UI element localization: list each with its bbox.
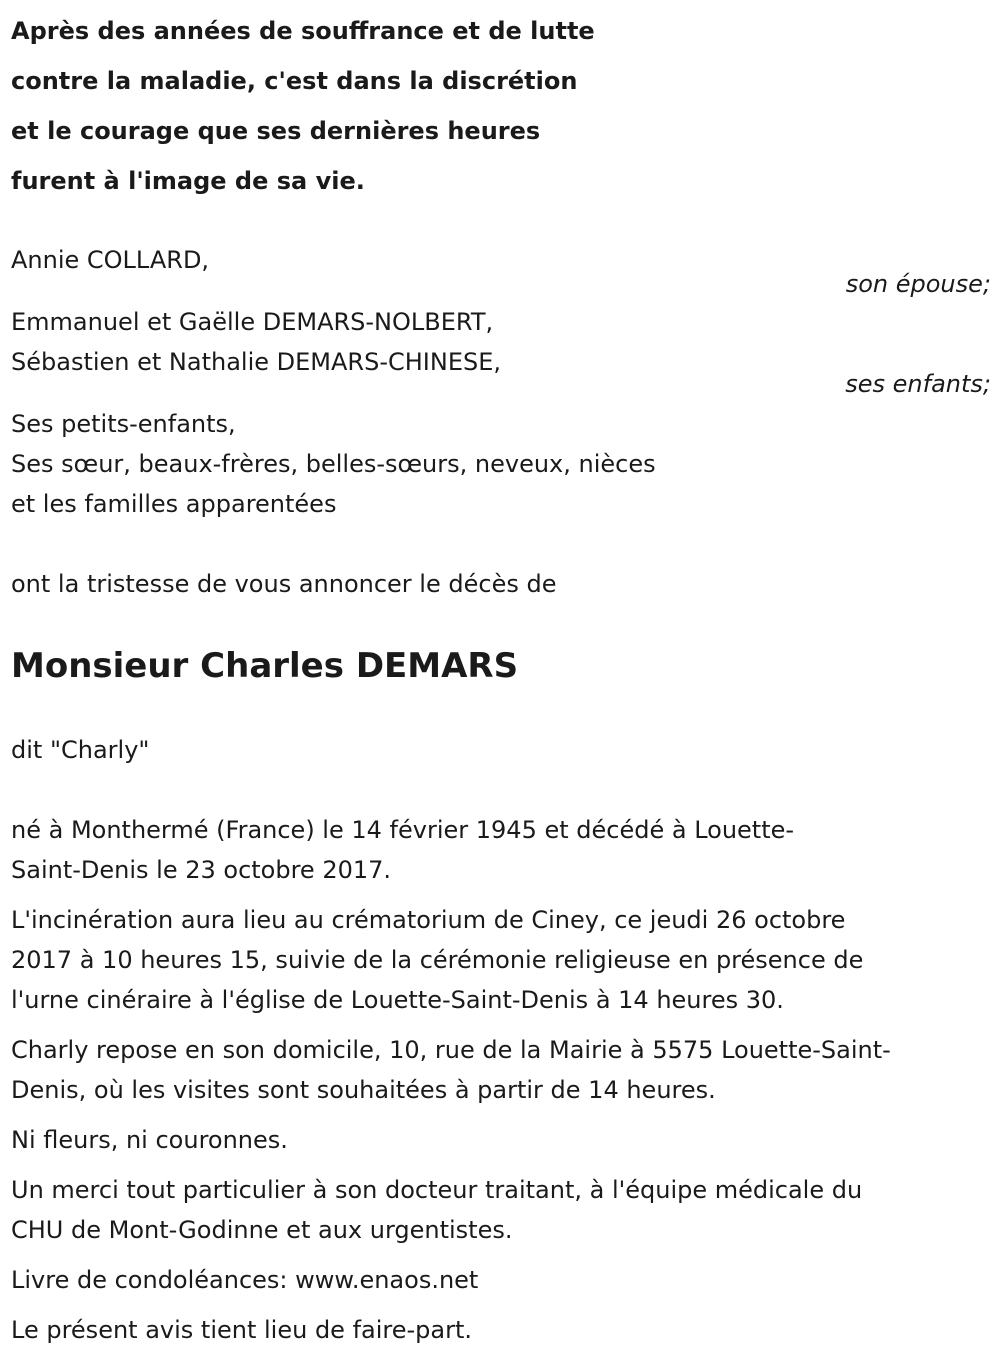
intro-line: Après des années de souffrance et de lutte xyxy=(11,17,595,45)
family-line: Ses sœur, beaux-frères, belles-sœurs, neveux, nièces xyxy=(11,450,656,478)
deceased-name: Monsieur Charles DEMARS xyxy=(11,646,519,686)
ceremony-line: 2017 à 10 heures 15, suivie de la cérémonie religieuse en présence de xyxy=(11,946,864,974)
child-name: Sébastien et Nathalie DEMARS-CHINESE, xyxy=(11,348,502,376)
visits-line: Denis, où les visites sont souhaitées à partir de 14 heures. xyxy=(11,1076,716,1104)
flowers-text: Ni fleurs, ni couronnes. xyxy=(11,1126,288,1154)
family-line: et les familles apparentées xyxy=(11,490,337,518)
ceremony-paragraph xyxy=(11,900,991,1020)
ceremony-line: L'incinération aura lieu au crématorium de Ciney, ce jeudi 26 octobre xyxy=(11,906,846,934)
thanks-line: Un merci tout particulier à son docteur traitant, à l'équipe médicale du xyxy=(11,1176,863,1204)
children-block xyxy=(11,302,991,404)
family-block xyxy=(11,404,991,524)
ceremony-line: l'urne cinéraire à l'église de Louette-Saint-Denis à 14 heures 30. xyxy=(11,986,784,1014)
intro-line: furent à l'image de sa vie. xyxy=(11,167,365,195)
spouse-role: son épouse; xyxy=(845,270,991,298)
condolences-text: Livre de condoléances: www.enaos.net xyxy=(11,1266,479,1294)
announce-text: ont la tristesse de vous annoncer le décès de xyxy=(11,570,557,598)
obituary-page xyxy=(11,0,991,1350)
thanks-paragraph xyxy=(11,1170,991,1250)
intro-text xyxy=(11,0,991,206)
deceased-nickname: dit "Charly" xyxy=(11,736,150,764)
child-name: Emmanuel et Gaëlle DEMARS-NOLBERT, xyxy=(11,308,494,336)
visits-paragraph xyxy=(11,1030,991,1110)
visits-line: Charly repose en son domicile, 10, rue de la Mairie à 5575 Louette-Saint- xyxy=(11,1036,891,1064)
family-line: Ses petits-enfants, xyxy=(11,410,236,438)
notice-text: Le présent avis tient lieu de faire-part. xyxy=(11,1316,473,1344)
birth-death-line: né à Monthermé (France) le 14 février 1945 et décédé à Louette- xyxy=(11,816,795,844)
thanks-line: CHU de Mont-Godinne et aux urgentistes. xyxy=(11,1216,513,1244)
birth-death-paragraph xyxy=(11,810,991,890)
spouse-block xyxy=(11,240,991,302)
children-role: ses enfants; xyxy=(845,370,991,398)
intro-line: contre la maladie, c'est dans la discrétion xyxy=(11,67,578,95)
birth-death-line: Saint-Denis le 23 octobre 2017. xyxy=(11,856,392,884)
spouse-name: Annie COLLARD, xyxy=(11,246,210,274)
intro-line: et le courage que ses dernières heures xyxy=(11,117,541,145)
